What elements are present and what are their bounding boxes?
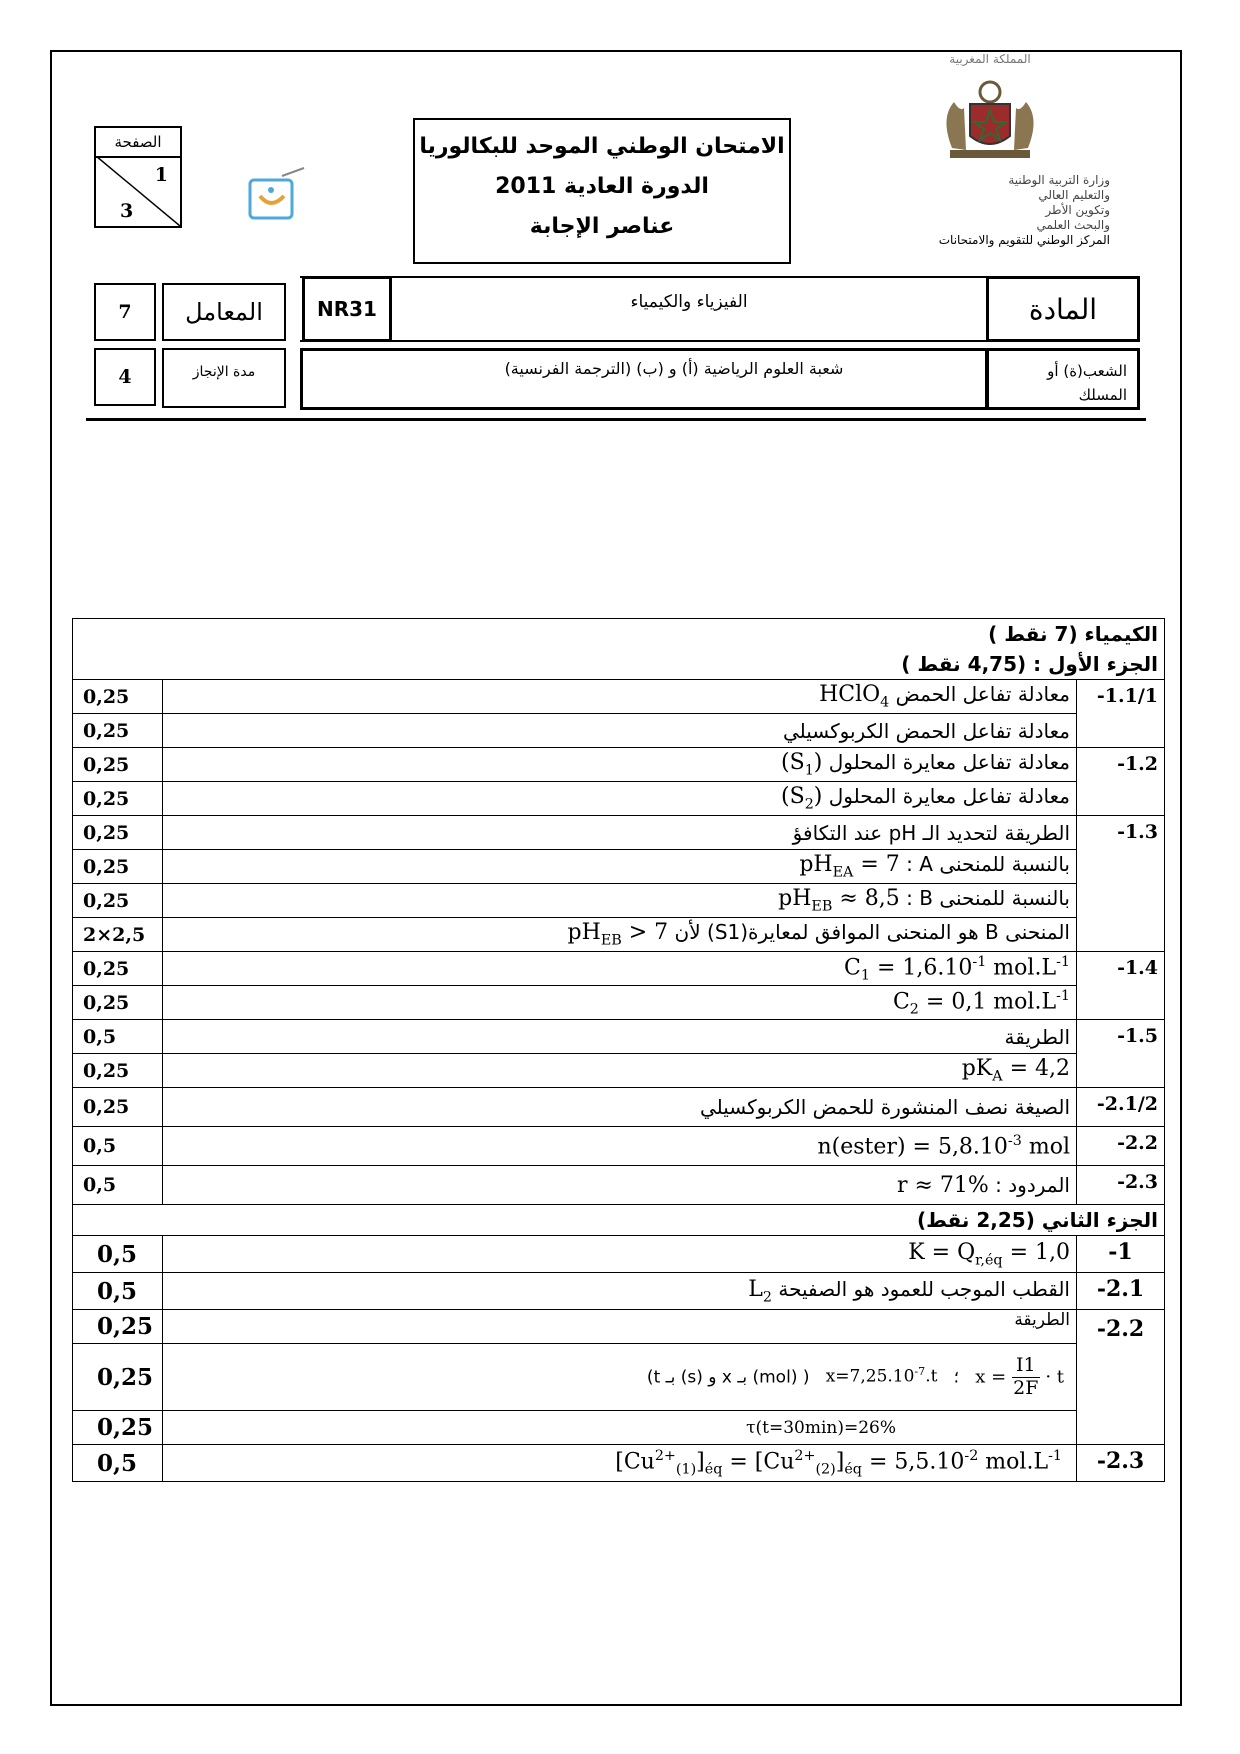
question-number: -1.2 (1077, 748, 1165, 816)
points: 0,25 (73, 680, 163, 714)
points: 0,5 (73, 1020, 163, 1054)
formula: n(ester) = $5,8.10^{-3}$ mol (817, 1132, 1070, 1160)
duration-label: مدة الإنجاز (192, 364, 256, 380)
formula: $(S_1)$ (781, 750, 823, 779)
fraction-numerator: I1 (1012, 1355, 1040, 1378)
table-row (73, 1166, 1165, 1205)
points: 0,25 (73, 952, 163, 986)
table-row (73, 816, 1165, 850)
formula: $pH_{EB} > 7$ (567, 920, 669, 949)
chemistry-title: الكيمياء (7 نقط ) (73, 619, 1165, 650)
points: 0,25 (73, 714, 163, 748)
points: 0,5 (73, 1166, 163, 1205)
answer-table (72, 618, 1165, 1482)
formula: $(S_2)$ (781, 784, 823, 813)
formula: $L_2$ (748, 1276, 773, 1306)
points: 0,5 (73, 1445, 163, 1482)
exam-subtitle: عناصر الإجابة (529, 214, 675, 239)
answer-text: معادلة تفاعل الحمض الكربوكسيلي (163, 714, 1077, 748)
points: 0,5 (73, 1127, 163, 1166)
exam-title: الامتحان الوطني الموحد للبكالوريا (419, 134, 785, 159)
question-number: -2.2 (1077, 1127, 1165, 1166)
question-number: -2.3 (1077, 1166, 1165, 1205)
points: 0,25 (73, 748, 163, 782)
points: 2×2,5 (73, 918, 163, 952)
table-row (73, 1205, 1165, 1236)
branch-name: شعبة العلوم الرياضية (أ) و (ب) (الترجمة الفرنسية) (504, 359, 844, 378)
answer-label: معادلة تفاعل معايرة المحلول (828, 750, 1070, 775)
answer-label: المردود : (995, 1172, 1070, 1197)
answer-text (163, 782, 1077, 816)
table-row (73, 884, 1165, 918)
answer-text: الطريقة (163, 1310, 1077, 1344)
formula: $pK_A = 4,2$ (961, 1056, 1070, 1085)
formula: $C_2 = 0,1$ $mol.L^{-1}$ (892, 987, 1070, 1018)
question-number: -2.3 (1077, 1445, 1165, 1482)
ministry-line: المركز الوطني للتقويم والامتحانات (938, 233, 1110, 247)
answer-label: معادلة تفاعل الحمض (895, 682, 1070, 707)
formula-lhs: x = (975, 1366, 1007, 1387)
table-row (73, 1127, 1165, 1166)
points: 0,25 (73, 884, 163, 918)
answer-text (163, 748, 1077, 782)
question-number: -1 (1077, 1236, 1165, 1273)
duration-label-box (162, 348, 286, 408)
answer-text: الصيغة نصف المنشورة للحمض الكربوكسيلي (163, 1088, 1077, 1127)
table-row (73, 782, 1165, 816)
formula-expression (975, 1355, 1064, 1400)
formula: $[Cu^{2+}_{(1)}]_{éq} = [Cu^{2+}_{(2)}]_{éq} = 5,5.10^{-2}$ $mol.L^{-1}$ (615, 1448, 1062, 1478)
table-row (73, 1411, 1165, 1445)
table-row (73, 680, 1165, 714)
formula: $K = Q_{r,éq} = 1,0$ (908, 1239, 1070, 1269)
formula: $pH_{EB} \approx 8,5$ (778, 886, 900, 915)
points: 0,25 (73, 1310, 163, 1344)
formula: $C_1 = 1,6.10^{-1}$ $mol.L^{-1}$ (844, 953, 1070, 984)
table-row (73, 1273, 1165, 1310)
answer-text: الطريقة لتحديد الـ pH عند التكافؤ (163, 816, 1077, 850)
points: 0,25 (73, 850, 163, 884)
exam-title-box (413, 118, 791, 264)
answer-text (163, 1166, 1077, 1205)
ministry-line: والبحث العلمي (1036, 218, 1110, 232)
answer-text: الطريقة (163, 1020, 1077, 1054)
question-number: -2.2 (1077, 1310, 1165, 1445)
answer-text (163, 680, 1077, 714)
table-row (73, 748, 1165, 782)
answer-label: بالنسبة للمنحنى B : (906, 886, 1070, 911)
fraction (1012, 1355, 1040, 1400)
table-row (73, 1088, 1165, 1127)
coefficient-label: المعامل (162, 283, 286, 341)
table-row (73, 1445, 1165, 1482)
table-row (73, 1310, 1165, 1344)
duration-value: 4 (94, 348, 156, 406)
kingdom-label: المملكة المغربية (949, 52, 1031, 66)
page-label: الصفحة (96, 128, 180, 158)
header-rule (86, 418, 1146, 421)
answer-text (163, 1127, 1077, 1166)
answer-text (163, 1236, 1077, 1273)
formula: HClO$_4$ (819, 682, 890, 711)
table-row (73, 986, 1165, 1020)
points: 0,25 (73, 1344, 163, 1411)
ministry-line: والتعليم العالي (1038, 188, 1110, 202)
answer-text (163, 1273, 1077, 1310)
question-number: -1.4 (1077, 952, 1165, 1020)
answer-text (163, 952, 1077, 986)
answer-text (163, 918, 1077, 952)
table-row (73, 649, 1165, 680)
table-row (73, 619, 1165, 650)
answer-text (163, 1411, 1077, 1445)
formula-rhs: · t (1045, 1366, 1064, 1387)
question-number: -2.1/2 (1077, 1088, 1165, 1127)
table-row (73, 1054, 1165, 1088)
branch-box (300, 348, 988, 410)
points: 0,25 (73, 986, 163, 1020)
fraction-denominator: 2F (1013, 1376, 1039, 1399)
answer-text (163, 884, 1077, 918)
table-row (73, 1020, 1165, 1054)
kingdom-emblem (930, 78, 1050, 164)
answer-text (163, 1344, 1077, 1411)
table-row (73, 850, 1165, 884)
page-number-box (94, 126, 182, 228)
center-logo (246, 166, 310, 222)
branch-label-box (986, 348, 1140, 410)
points: 0,5 (73, 1236, 163, 1273)
answer-text (163, 1054, 1077, 1088)
table-row (73, 1236, 1165, 1273)
points: 0,25 (73, 782, 163, 816)
branch-label: الشعب(ة) أو المسلك (1047, 362, 1127, 404)
points: 0,5 (73, 1273, 163, 1310)
separator: ؛ (953, 1367, 960, 1387)
table-row (73, 952, 1165, 986)
page-total: 3 (120, 200, 134, 222)
table-row (73, 918, 1165, 952)
answer-label: معادلة تفاعل معايرة المحلول (828, 784, 1070, 809)
part1-title: الجزء الأول : (4,75 نقط ) (73, 649, 1165, 680)
units-note: ( (mol) بـ x و (s) بـ t) (646, 1367, 810, 1387)
question-number: -1.5 (1077, 1020, 1165, 1088)
answer-text (163, 1445, 1077, 1482)
table-row (73, 714, 1165, 748)
subject-name (300, 276, 988, 342)
ministry-block (860, 173, 1110, 248)
part2-title: الجزء الثاني (2,25 نقط) (73, 1205, 1165, 1236)
answer-text (163, 850, 1077, 884)
points: 0,25 (73, 1411, 163, 1445)
question-number: -2.1 (1077, 1273, 1165, 1310)
subject-name-text: الفيزياء والكيمياء (630, 292, 748, 312)
page-current: 1 (154, 164, 168, 186)
question-number: -1.1/1 (1077, 680, 1165, 748)
points: 0,25 (73, 816, 163, 850)
formula: r ≈ 71% (896, 1172, 989, 1198)
table-row (73, 1344, 1165, 1411)
question-number: -1.3 (1077, 816, 1165, 952)
coefficient-value: 7 (94, 283, 156, 341)
answer-text (163, 986, 1077, 1020)
subject-label: المادة (986, 276, 1140, 342)
subject-code: NR31 (302, 276, 392, 342)
answer-label: القطب الموجب للعمود هو الصفيحة (778, 1276, 1070, 1301)
answer-label: المنحنى B هو المنحنى الموافق لمعايرة(S1) لأن (674, 920, 1070, 945)
points: 0,25 (73, 1054, 163, 1088)
exam-session: الدورة العادية 2011 (495, 174, 709, 199)
answer-label: بالنسبة للمنحنى A : (906, 852, 1070, 877)
formula: τ(t=30min)=26% (746, 1417, 896, 1438)
formula: $x=7,25.10^{-7}.t$ (825, 1365, 938, 1387)
formula: $pH_{EA} = 7$ (799, 852, 900, 881)
ministry-line: وزارة التربية الوطنية (1008, 173, 1110, 187)
ministry-line: وتكوين الأطر (1045, 203, 1110, 217)
points: 0,25 (73, 1088, 163, 1127)
